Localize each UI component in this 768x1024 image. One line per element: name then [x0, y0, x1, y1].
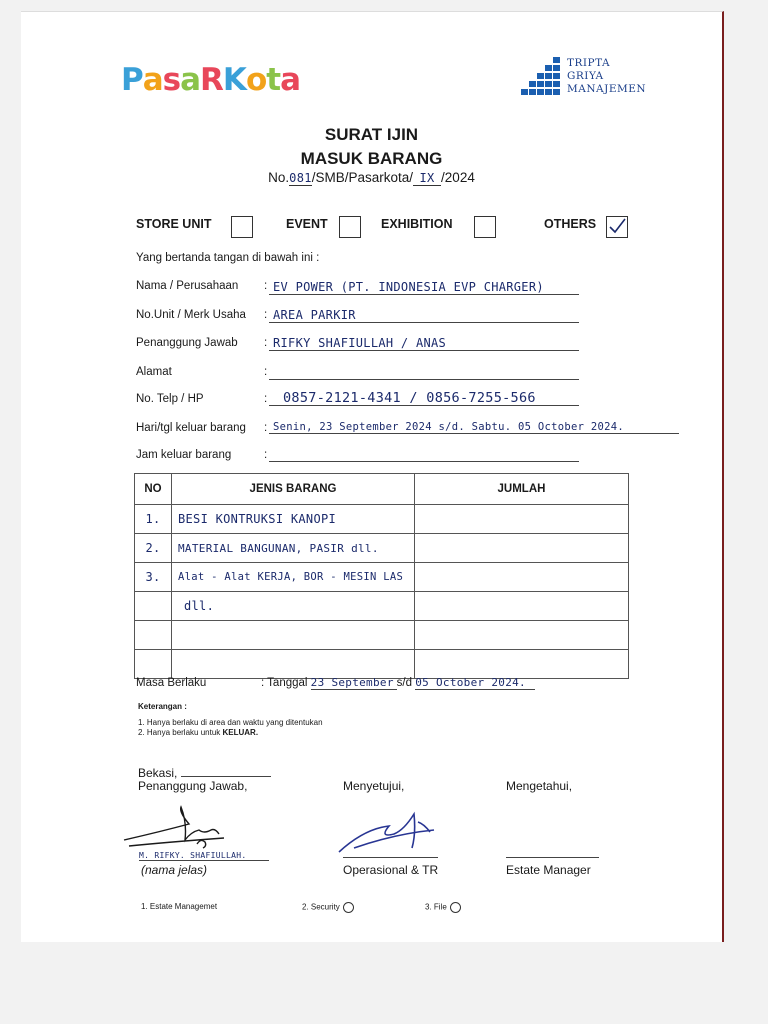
- table-row: [135, 592, 629, 621]
- category-others-label: OTHERS: [544, 217, 597, 231]
- footer-file: [425, 902, 461, 913]
- doc-no-month: IX: [413, 171, 441, 186]
- pasarkota-logo: PasaRKota: [121, 62, 300, 98]
- field-no-telp: No. Telp / HP :: [136, 393, 268, 405]
- title-line-1: SURAT IJIN: [324, 125, 419, 144]
- alamat-value: [269, 363, 579, 380]
- table-cell: [415, 592, 629, 621]
- masa-berlaku-label: Masa Berlaku: [136, 677, 207, 689]
- doc-no-mid: /SMB/Pasarkota/: [311, 170, 414, 185]
- field-label: Jam keluar barang: [136, 449, 232, 461]
- nama-perusahaan-text: EV POWER (PT. INDONESIA EVP CHARGER): [273, 280, 544, 294]
- col-header-jumlah: JUMLAH: [415, 474, 629, 505]
- field-penanggung-jawab: Penanggung Jawab :: [136, 337, 268, 349]
- table-row: [135, 505, 629, 534]
- no-unit-value: [269, 306, 579, 323]
- hari-tgl-text: Senin, 23 September 2024 s/d. Sabtu. 05 October 2024.: [273, 421, 624, 433]
- document-page: [21, 11, 724, 942]
- col-header-jenis-barang: JENIS BARANG: [172, 474, 415, 505]
- items-table: [134, 473, 629, 679]
- no-telp-value: [269, 389, 579, 406]
- table-cell: [415, 563, 629, 592]
- table-cell: [172, 650, 415, 679]
- no-unit-text: AREA PARKIR: [273, 308, 356, 322]
- masa-from-value: 23 September: [311, 676, 397, 690]
- table-row: [135, 621, 629, 650]
- tripta-logo: [521, 57, 651, 112]
- jam-keluar-value: [269, 445, 579, 462]
- sd-label: s/d: [396, 677, 413, 689]
- table-cell: MATERIAL BANGUNAN, PASIR dll.: [172, 534, 415, 563]
- mengetahui-label: Mengetahui,: [506, 779, 573, 793]
- footer-estate: 1. Estate Managemet: [141, 902, 218, 911]
- field-nama-perusahaan: Nama / Perusahaan :: [136, 280, 268, 292]
- footer-security-text: 2. Security: [302, 902, 340, 912]
- check-mark-icon: [607, 217, 627, 237]
- others-checkbox[interactable]: [606, 216, 628, 238]
- doc-no-prefix: No.: [268, 170, 290, 185]
- intro-text: Yang bertanda tangan di bawah ini :: [136, 252, 320, 264]
- field-label: Alamat: [136, 366, 172, 378]
- nama-jelas-label: (nama jelas): [141, 863, 208, 877]
- nama-perusahaan-value: [269, 278, 579, 295]
- field-jam-keluar: Jam keluar barang :: [136, 449, 268, 461]
- estate-line: [506, 857, 599, 858]
- category-event-label: EVENT: [286, 217, 328, 231]
- logo-line-1: TRIPTA: [567, 57, 611, 69]
- table-cell: 1.: [135, 505, 172, 534]
- field-no-unit: No.Unit / Merk Usaha :: [136, 309, 268, 321]
- table-row: [135, 650, 629, 679]
- bekasi-label: [138, 766, 271, 780]
- table-row: [135, 563, 629, 592]
- table-cell: [172, 621, 415, 650]
- penanggung-jawab-sig-label: Penanggung Jawab,: [138, 779, 248, 793]
- pj-signature: [119, 802, 254, 854]
- operasional-signature: [334, 804, 444, 856]
- field-label: No. Telp / HP: [136, 393, 204, 405]
- table-cell: 2.: [135, 534, 172, 563]
- table-cell: [415, 650, 629, 679]
- field-label: Penanggung Jawab: [136, 337, 238, 349]
- table-cell: Alat - Alat KERJA, BOR - MESIN LAS: [172, 563, 415, 592]
- doc-no-number: 081: [289, 171, 312, 185]
- table-cell: [135, 592, 172, 621]
- menyetujui-label: Menyetujui,: [343, 779, 405, 793]
- table-cell: [415, 534, 629, 563]
- table-header-row: [135, 474, 629, 505]
- footer-security: [302, 902, 354, 913]
- logo-line-2: GRIYA: [567, 70, 604, 82]
- table-cell: [415, 621, 629, 650]
- pj-name: M. RIFKY. SHAFIULLAH.: [139, 851, 269, 861]
- logo-line-3: MANAJEMEN: [567, 83, 647, 95]
- estate-manager-label: Estate Manager: [506, 863, 591, 877]
- keterangan-title: Keterangan :: [138, 702, 187, 711]
- penanggung-jawab-value: [269, 334, 579, 351]
- table-cell: [135, 650, 172, 679]
- bekasi-text: Bekasi,: [138, 766, 178, 780]
- exhibition-checkbox[interactable]: [474, 216, 496, 238]
- keterangan-bold: KELUAR.: [222, 728, 259, 737]
- penanggung-jawab-text: RIFKY SHAFIULLAH / ANAS: [273, 336, 447, 350]
- circle-icon: [450, 902, 461, 913]
- keterangan-item-2: [138, 728, 258, 737]
- category-store-unit-label: STORE UNIT: [136, 217, 212, 231]
- field-label: No.Unit / Merk Usaha: [136, 309, 246, 321]
- hari-tgl-value: [269, 417, 679, 434]
- table-row: [135, 534, 629, 563]
- table-cell: 3.: [135, 563, 172, 592]
- doc-no-year: /2024: [441, 170, 475, 185]
- table-cell: BESI KONTRUKSI KANOPI: [172, 505, 415, 534]
- masa-to-value: 05 October 2024.: [415, 676, 535, 690]
- event-checkbox[interactable]: [339, 216, 361, 238]
- table-cell: dll.: [172, 592, 415, 621]
- title-line-2: MASUK BARANG: [300, 149, 443, 168]
- keterangan-item-2-text: 2. Hanya berlaku untuk: [138, 728, 223, 737]
- field-label: Hari/tgl keluar barang: [136, 422, 246, 434]
- circle-icon: [343, 902, 354, 913]
- table-cell: [135, 621, 172, 650]
- masa-berlaku-row: [136, 676, 535, 690]
- footer-file-text: 3. File: [425, 902, 447, 912]
- tanggal-label: : Tanggal: [261, 677, 308, 689]
- field-alamat: Alamat :: [136, 366, 268, 378]
- operasional-label: Operasional & TR: [343, 863, 439, 877]
- col-header-no: NO: [135, 474, 172, 505]
- store-unit-checkbox[interactable]: [231, 216, 253, 238]
- no-telp-text: 0857-2121-4341 / 0856-7255-566: [283, 390, 536, 406]
- field-label: Nama / Perusahaan: [136, 280, 239, 292]
- keterangan-item-1: 1. Hanya berlaku di area dan waktu yang ditentukan: [138, 718, 323, 727]
- category-exhibition-label: EXHIBITION: [381, 217, 453, 231]
- document-number: [21, 170, 722, 186]
- operasional-line: [343, 857, 438, 858]
- table-cell: [415, 505, 629, 534]
- field-hari-tgl: Hari/tgl keluar barang :: [136, 422, 268, 434]
